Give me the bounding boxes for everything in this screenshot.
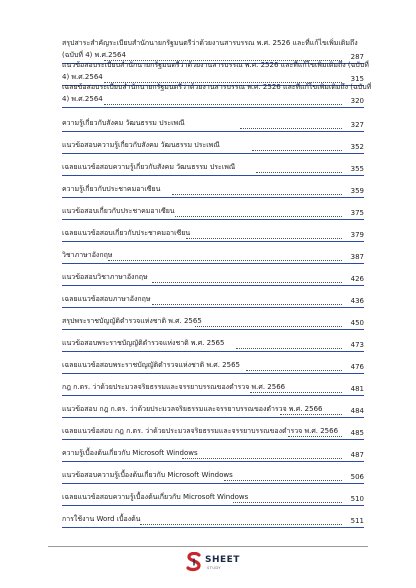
sheet-logo <box>186 552 246 576</box>
toc-entry[interactable] <box>62 382 364 396</box>
toc-dot-leader <box>175 209 342 217</box>
toc-entry-title: เฉลยแนวข้อสอบความรู้เบื้องต้นเกี่ยวกับ Microsoft Windows <box>62 493 249 501</box>
footer-divider <box>48 546 368 547</box>
toc-dot-leader <box>233 495 342 503</box>
toc-page-number: 506 <box>350 473 364 481</box>
toc-entry-title: สรุปพระราชบัญญัติตำรวจแห่งชาติ พ.ศ. 2565 <box>62 317 202 325</box>
toc-page-number: 315 <box>350 75 364 83</box>
toc-entry-title: (ฉบับที่ 4) พ.ศ.2564 <box>62 51 126 59</box>
toc-page-number: 352 <box>350 143 364 151</box>
toc-dot-leader <box>172 187 342 195</box>
toc-page-number: 450 <box>350 319 364 327</box>
toc-entry-title: เฉลยแนวข้อสอบ กฎ ก.ตร. ว่าด้วยประมวลจริยธรรมและจรรยาบรรณของตำรวจ พ.ศ. 2566 <box>62 427 339 435</box>
toc-entry-title: วิชาภาษาอังกฤษ <box>62 251 113 259</box>
toc-entry[interactable] <box>62 250 364 264</box>
toc-dot-leader <box>140 517 342 525</box>
toc-page-number: 436 <box>350 297 364 305</box>
toc-entry[interactable] <box>62 338 364 352</box>
toc-page-number: 379 <box>350 231 364 239</box>
toc-dot-leader <box>252 143 342 151</box>
toc-entry[interactable] <box>62 184 364 198</box>
toc-dot-leader <box>152 297 342 305</box>
toc-page-number: 426 <box>350 275 364 283</box>
toc-entry-title: เฉลยแนวข้อสอบพระราชบัญญัติตำรวจแห่งชาติ พ.ศ. 2565 <box>62 361 240 369</box>
toc-page-number: 476 <box>350 363 364 371</box>
toc-entry-title: เฉลยแนวข้อสอบเกี่ยวกับประชาคมอาเซียน <box>62 229 191 237</box>
toc-entry-title: แนวข้อสอบความรู้เบื้องต้นเกี่ยวกับ Microsoft Windows <box>62 471 233 479</box>
toc-entry[interactable] <box>62 140 364 154</box>
toc-page-number: 359 <box>350 187 364 195</box>
toc-page-number: 481 <box>350 385 364 393</box>
toc-entry[interactable] <box>62 404 364 418</box>
toc-dot-leader <box>288 429 342 437</box>
toc-page-number: 510 <box>350 495 364 503</box>
toc-entry-title: ความรู้เบื้องต้นเกี่ยวกับ Microsoft Windows <box>62 449 198 457</box>
toc-entry-title: แนวข้อสอบพระราชบัญญัติตำรวจแห่งชาติ พ.ศ. 2565 <box>62 339 225 347</box>
toc-entry-title: การใช้งาน Word เบื้องต้น <box>62 515 141 523</box>
toc-entry[interactable] <box>62 492 364 506</box>
toc-page-number: 485 <box>350 429 364 437</box>
toc-entry-title: ความรู้เกี่ยวกับสังคม วัฒนธรรม ประเพณี <box>62 119 185 127</box>
toc-entry-title: แนวข้อสอบความรู้เกี่ยวกับสังคม วัฒนธรรม ประเพณี <box>62 141 220 149</box>
toc-entry[interactable] <box>62 470 364 484</box>
toc-dot-leader <box>186 231 342 239</box>
toc-dot-leader <box>195 319 342 327</box>
toc-entry-title: แนวข้อสอบวิชาภาษาอังกฤษ <box>62 273 148 281</box>
toc-entry[interactable] <box>62 118 364 132</box>
toc-dot-leader <box>240 121 342 129</box>
toc-dot-leader <box>182 451 342 459</box>
toc-dot-leader <box>236 341 342 349</box>
toc-page-number: 375 <box>350 209 364 217</box>
toc-entry-title: สรุปสาระสำคัญระเบียบสำนักนายกรัฐมนตรีว่าด้วยงานสารบรรณ พ.ศ. 2526 และที่แก้ไขเพิ่มเติมถึง <box>62 39 358 47</box>
toc-entry-title: เฉลยแนวข้อสอบภาษาอังกฤษ <box>62 295 151 303</box>
toc-page-number: 511 <box>350 517 364 525</box>
toc-page-number: 473 <box>350 341 364 349</box>
toc-page-number: 320 <box>350 97 364 105</box>
toc-page-number: 387 <box>350 253 364 261</box>
toc-entry-title: แนวข้อสอบเกี่ยวกับประชาคมอาเซียน <box>62 207 175 215</box>
toc-entry-title: 4) พ.ศ.2564 <box>62 95 103 103</box>
toc-entry[interactable] <box>62 82 372 108</box>
toc-entry[interactable] <box>62 206 364 220</box>
toc-entry-title: เฉลยข้อสอบระเบียบสำนักนายกรัฐมนตรีว่าด้วยงานสารบรรณ พ.ศ. 2526 และที่แก้ไขเพิ่มเติมถึง (ฉบับที่ <box>62 83 372 91</box>
toc-dot-leader <box>104 97 342 105</box>
toc-entry[interactable] <box>62 360 364 374</box>
toc-entry[interactable] <box>62 316 364 330</box>
toc-entry-title: เฉลยแนวข้อสอบความรู้เกี่ยวกับสังคม วัฒนธรรม ประเพณี <box>62 163 236 171</box>
toc-entry-title: ความรู้เกี่ยวกับประชาคมอาเซียน <box>62 185 161 193</box>
toc-entry-title: กฎ ก.ตร. ว่าด้วยประมวลจริยธรรมและจรรยาบรรณของตำรวจ พ.ศ. 2566 <box>62 383 286 391</box>
logo-tagline: STUDY <box>207 566 222 570</box>
toc-page-number: 484 <box>350 407 364 415</box>
logo-brand-text: SHEET <box>205 555 240 565</box>
toc-dot-leader <box>280 407 342 415</box>
logo-s-icon <box>186 552 202 572</box>
toc-dot-leader <box>256 165 342 173</box>
toc-dot-leader <box>246 363 342 371</box>
toc-entry-title: แนวข้อสอบ กฎ ก.ตร. ว่าด้วยประมวลจริยธรรมและจรรยาบรรณของตำรวจ พ.ศ. 2566 <box>62 405 323 413</box>
toc-dot-leader <box>224 473 342 481</box>
toc-dot-leader <box>250 385 342 393</box>
toc-entry[interactable] <box>62 294 364 308</box>
toc-entry[interactable] <box>62 228 364 242</box>
toc-dot-leader <box>152 275 342 283</box>
toc-entry[interactable] <box>62 514 364 528</box>
toc-page-number: 487 <box>350 451 364 459</box>
toc-page-number: 327 <box>350 121 364 129</box>
toc-entry-title: 4) พ.ศ.2564 <box>62 73 103 81</box>
toc-page-number: 355 <box>350 165 364 173</box>
toc-dot-leader <box>108 253 342 261</box>
toc-entry[interactable] <box>62 272 364 286</box>
page-footer <box>0 538 416 588</box>
toc-entry[interactable] <box>62 162 364 176</box>
toc-entry[interactable] <box>62 426 364 440</box>
toc-entry[interactable] <box>62 448 364 462</box>
toc-page-number: 287 <box>350 53 364 61</box>
toc-entry-title: แนวข้อสอบระเบียบสำนักนายกรัฐมนตรีว่าด้วยงานสารบรรณ พ.ศ. 2526 และที่แก้ไขเพิ่มเติมถึง (ฉบับที่ <box>62 61 369 69</box>
